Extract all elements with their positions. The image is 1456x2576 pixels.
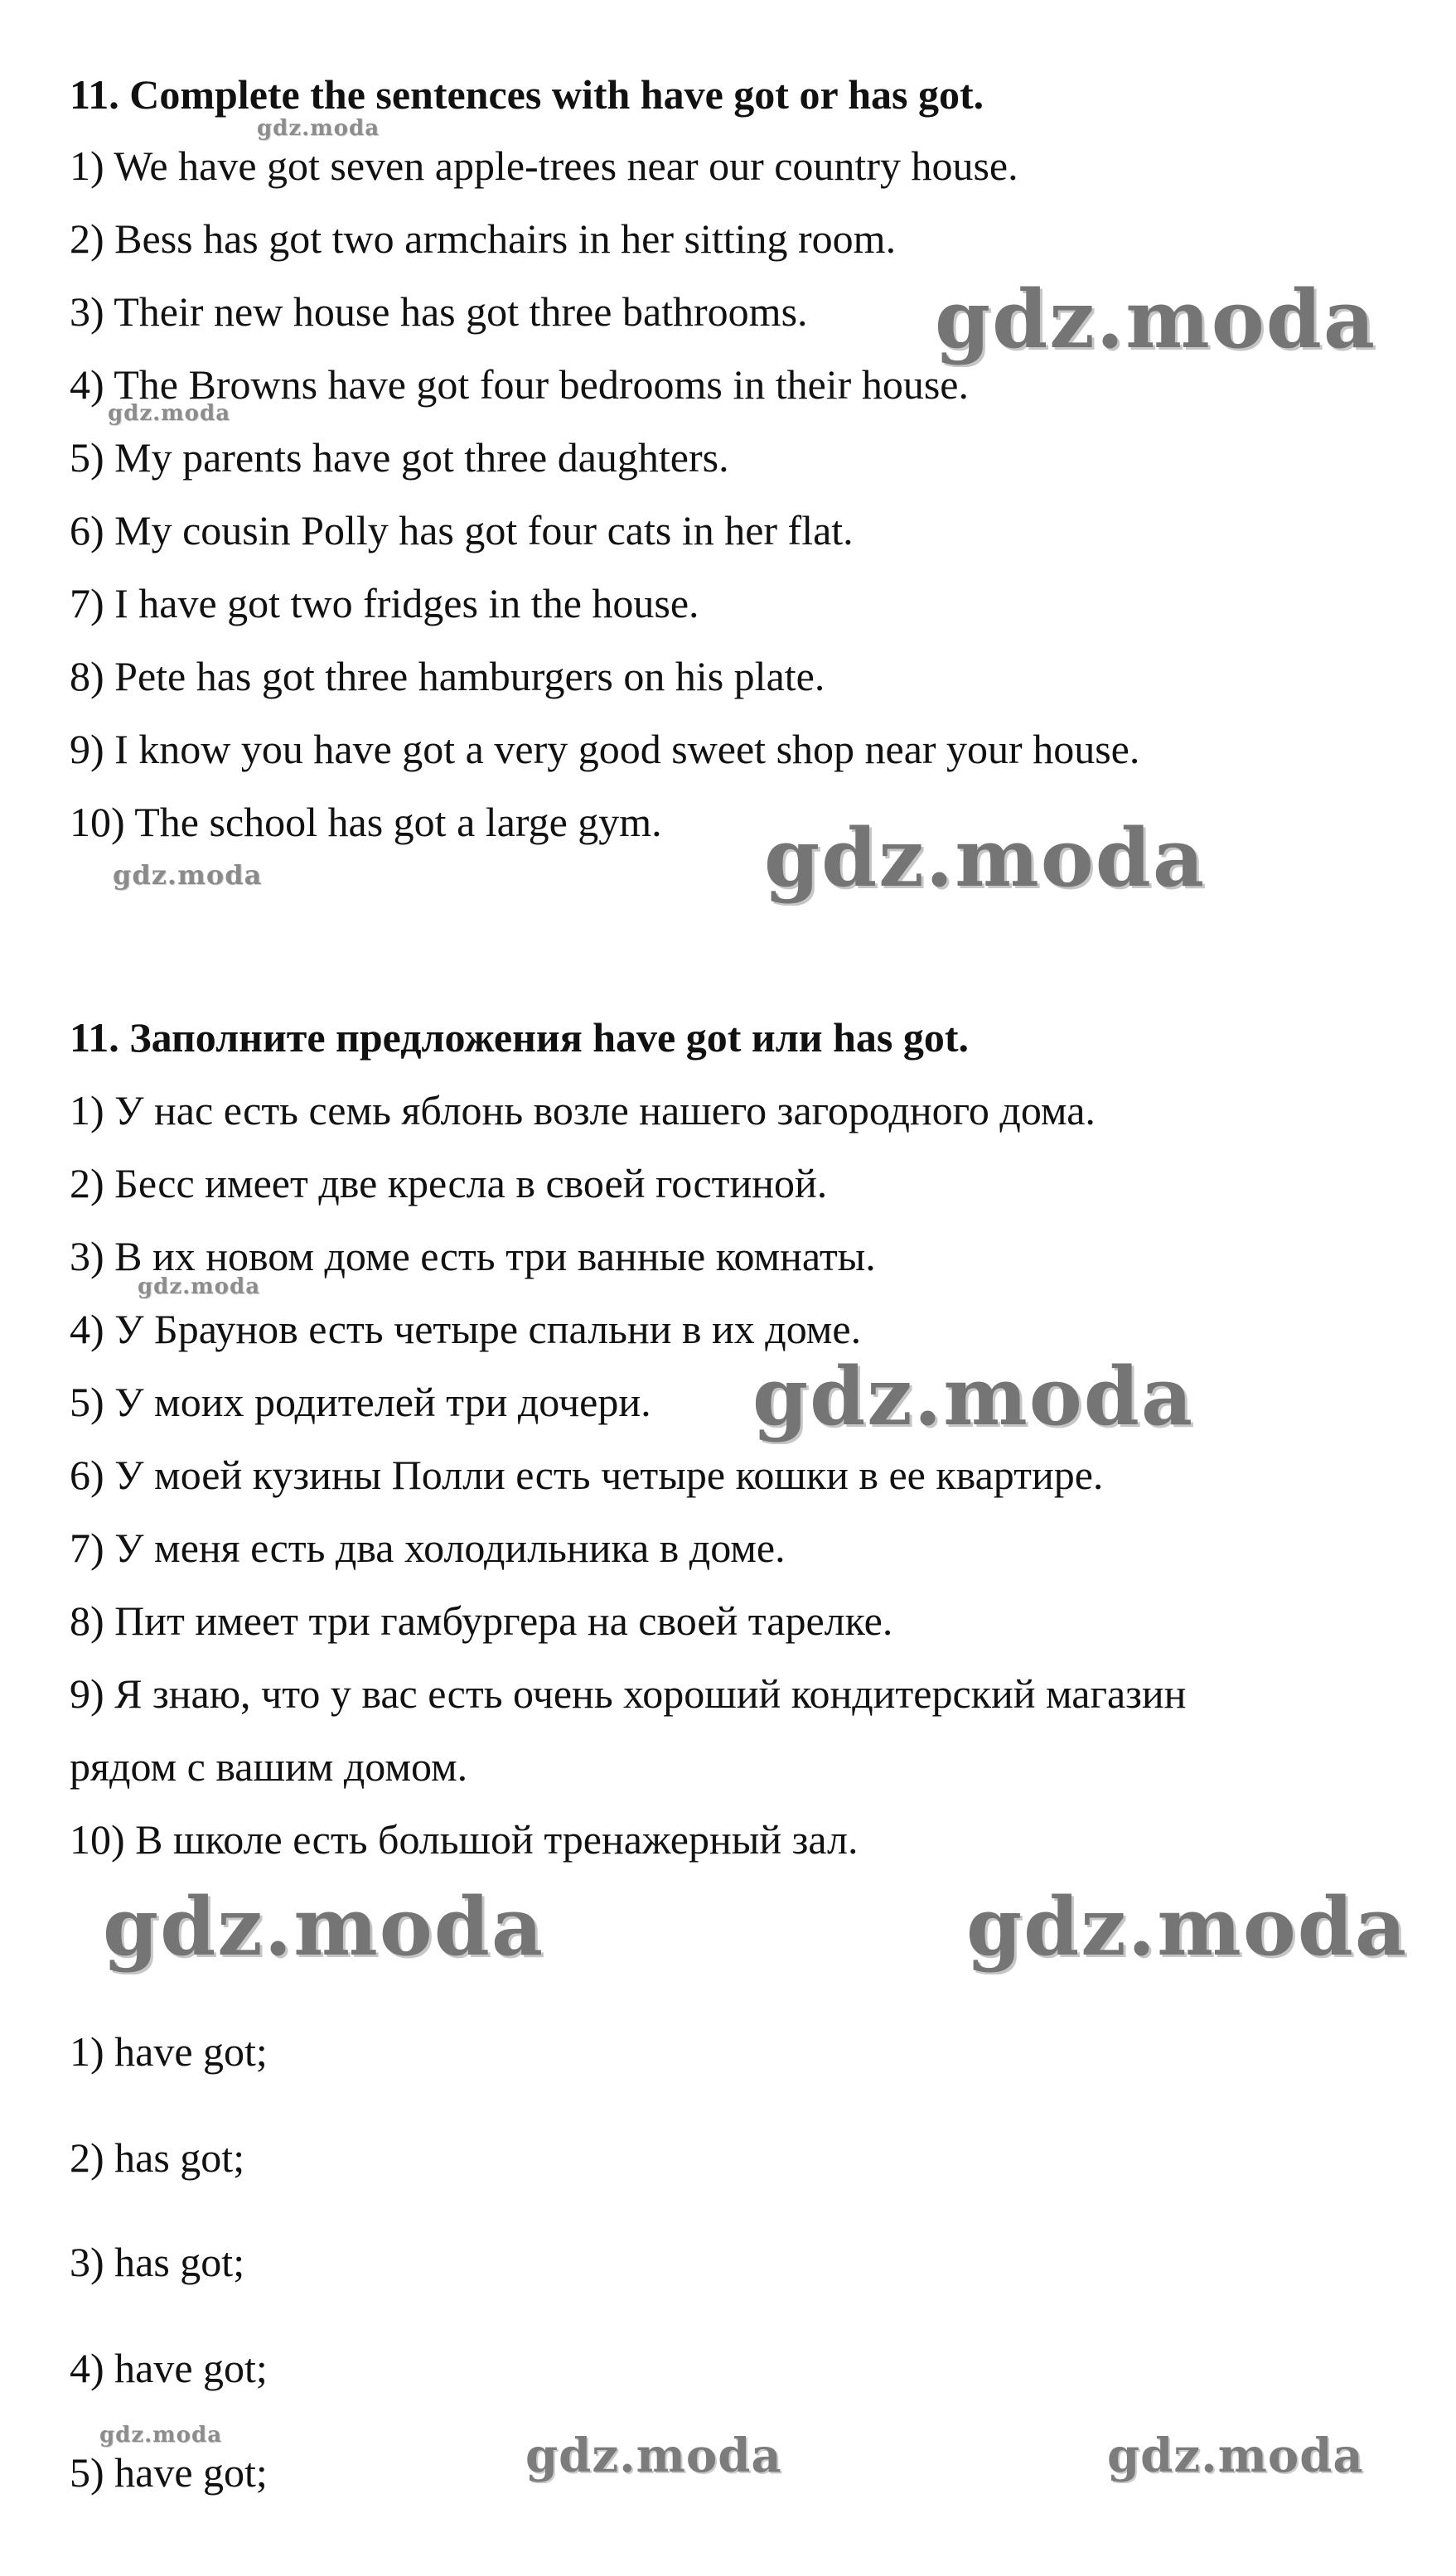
exercise-heading-russian: 11. Заполните предложения have got или has got. [70,1014,969,1061]
russian-sentence-1: 1) У нас есть семь яблонь возле нашего загородного дома. [70,1087,1096,1133]
russian-sentence-8: 8) Пит имеет три гамбургера на своей тарелке. [70,1597,893,1644]
russian-sentence-4: 4) У Браунов есть четыре спальни в их доме. [70,1306,862,1352]
answer-3: 3) has got; [70,2239,245,2285]
russian-sentence-7: 7) У меня есть два холодильника в доме. [70,1525,786,1571]
watermark: gdz.moda [752,1350,1195,1443]
english-sentence-8: 8) Pete has got three hamburgers on his plate. [70,653,825,699]
exercise-heading-english: 11. Complete the sentences with have got or has got. [70,71,984,118]
watermark: gdz.moda [1107,2429,1364,2483]
answer-1: 1) have got; [70,2028,268,2075]
watermark: gdz.moda [257,116,380,141]
english-sentence-10: 10) The school has got a large gym. [70,799,662,845]
watermark: gdz.moda [966,1880,1409,1974]
english-sentence-7: 7) I have got two fridges in the house. [70,580,699,626]
english-sentence-4: 4) The Browns have got four bedrooms in their house. [70,361,969,408]
russian-sentence-5: 5) У моих родителей три дочери. [70,1379,651,1425]
watermark: gdz.moda [935,273,1377,366]
english-sentence-9: 9) I know you have got a very good sweet shop near your house. [70,726,1140,772]
answer-2: 2) has got; [70,2134,245,2181]
russian-sentence-10: 10) В школе есть большой тренажерный зал. [70,1816,859,1863]
english-sentence-1: 1) We have got seven apple-trees near our country house. [70,143,1018,189]
russian-sentence-3: 3) В их новом доме есть три ванные комнаты. [70,1233,876,1279]
answer-4: 4) have got; [70,2345,268,2391]
english-sentence-6: 6) My cousin Polly has got four cats in her flat. [70,507,854,553]
watermark: gdz.moda [764,811,1207,905]
watermark: gdz.moda [103,1880,545,1974]
english-sentence-5: 5) My parents have got three daughters. [70,434,729,481]
answer-5: 5) have got; [70,2449,268,2496]
watermark: gdz.moda [108,401,231,426]
watermark: gdz.moda [113,859,263,891]
watermark: gdz.moda [525,2429,782,2483]
russian-sentence-6: 6) У моей кузины Полли есть четыре кошки в ее квартире. [70,1452,1104,1498]
russian-sentence-9: 9) Я знаю, что у вас есть очень хороший кондитерский магазин [70,1670,1187,1717]
watermark: gdz.moda [138,1274,261,1299]
russian-sentence-9-continued: рядом с вашим домом. [70,1743,468,1790]
english-sentence-2: 2) Bess has got two armchairs in her sitting room. [70,215,897,262]
english-sentence-3: 3) Their new house has got three bathrooms. [70,288,808,335]
russian-sentence-2: 2) Бесс имеет две кресла в своей гостиной. [70,1160,828,1206]
watermark: gdz.moda [99,2423,223,2448]
